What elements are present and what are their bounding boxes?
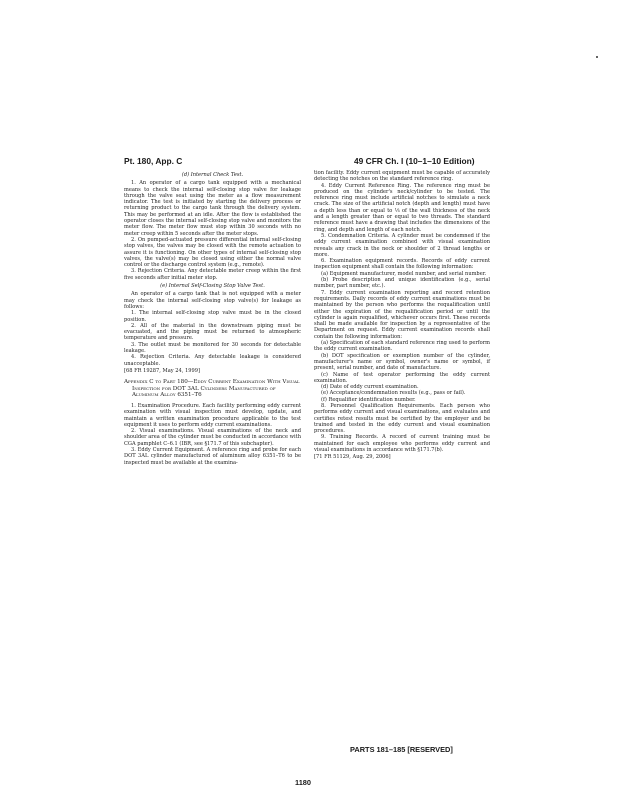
paragraph: tion facility. Eddy current equipment must be capable of accurately detecting the notches on the standard reference ring. bbox=[314, 170, 490, 183]
citation: [71 FR 51129, Aug. 29, 2006] bbox=[314, 454, 391, 461]
paragraph: 7. Eddy current examination reporting and record retention requirements. Daily records of eddy current examinations must be maintained by the person who performs the requalification until either the expiration of the requalification period or until the cylinder is again requalified, whichever occurs first. These records shall be made available for inspection by a representative of the Department on request. Eddy current examination records shall contain the following information: bbox=[314, 289, 490, 340]
paragraph: (a) Specification of each standard reference ring used to perform the eddy current examination. bbox=[314, 340, 491, 353]
page-number: 1180 bbox=[295, 778, 312, 787]
sub-heading-stop-valve: (e) Internal Self-Closing Stop Valve Test. bbox=[160, 283, 265, 290]
citation: [68 FR 19287, May 24, 1999] bbox=[124, 367, 200, 374]
paragraph: (a) Equipment manufacturer, model number, and serial number. bbox=[321, 270, 487, 277]
appendix-title: Appendix C to Part 180—Eddy Current Examination With Visual Inspection for DOT 3AL Cylinders Manufactured of Aluminum Alloy 6351–T6 bbox=[124, 379, 300, 399]
paragraph: 4. Rejection Criteria. Any detectable leakage is considered unacceptable. bbox=[124, 354, 301, 367]
paragraph: 5. Condemnation Criteria. A cylinder must be condemned if the eddy current examination combined with visual examination reveals any crack in the neck or shoulder of 2 thread lengths or more. bbox=[314, 232, 490, 258]
paragraph: 1. An operator of a cargo tank equipped with a mechanical means to check the internal self-closing stop valve for leakage through the valve seat using the meter as a flow measurement indicator. The test is initiated by starting the delivery process or returning product to the cargo tank through the delivery system. This may be performed at an idle. After the flow is established the operator closes the internal self-closing stop valve and monitors the meter flow. The meter flow must stop within 30 seconds with no meter creep within 5 seconds after the meter stops. bbox=[124, 180, 301, 237]
running-header-left: Pt. 180, App. C bbox=[124, 156, 183, 166]
paragraph: 3. Rejection Criteria. Any detectable meter creep within the first five seconds after initial meter stop. bbox=[124, 268, 301, 281]
paragraph: 6. Examination equipment records. Records of eddy current inspection equipment shall contain the following information: bbox=[314, 258, 490, 271]
sub-heading-internal-check: (d) Internal Check Test. bbox=[181, 172, 244, 178]
paragraph: 2. On pumped-actuated pressure differential internal self-closing stop valves, the valves may be closed with the remote actuation to assure it is functioning. On other types of internal self-closing stop valves, the valve(s) may be closed using either the normal valve control or the discharge control system (e.g., remote). bbox=[124, 236, 301, 269]
paragraph: 9. Training Records. A record of current training must be maintained for each employee who performs eddy current and visual examinations in accordance with §171.7(b). bbox=[314, 434, 490, 454]
paragraph: 3. The outlet must be monitored for 30 seconds for detectable leakage. bbox=[124, 341, 301, 355]
paragraph: (f) Requalifier identification number. bbox=[321, 396, 416, 403]
paragraph: 2. All of the material in the downstream piping must be evacuated, and the piping must be returned to atmospheric temperature and pressure. bbox=[124, 322, 301, 342]
paragraph: 3. Eddy Current Equipment. A reference ring and probe for each DOT 3AL cylinder manufactured of aluminum alloy 6351–T6 to be inspected must be available at the examina- bbox=[124, 447, 301, 466]
reserved-parts-heading: PARTS 181–185 [RESERVED] bbox=[350, 745, 453, 754]
paragraph: (b) DOT specification or exemption number of the cylinder, manufacturer's name or symbol, owner's name or symbol, if present, serial number, and date of manufacture. bbox=[314, 352, 490, 372]
paragraph: 2. Visual examinations. Visual examinations of the neck and shoulder area of the cylinder must be conducted in accordance with CGA pamphlet C–6.1 (IBR, see §171.7 of this subchapter). bbox=[124, 428, 301, 447]
scan-speck bbox=[596, 56, 598, 58]
running-header-right: 49 CFR Ch. I (10–1–10 Edition) bbox=[354, 156, 475, 166]
paragraph: (e) Acceptance/condemnation results (e.g., pass or fail). bbox=[321, 390, 466, 397]
paragraph: An operator of a cargo tank that is not equipped with a meter may check the internal self-closing stop valve(s) for leakage as follows: bbox=[124, 291, 301, 310]
paragraph: 1. The internal self-closing stop valve must be in the closed position. bbox=[124, 310, 301, 323]
paragraph: 4. Eddy Current Reference Ring. The reference ring must be produced on the cylinder's neck/cylinder to be tested. The reference ring must include artificial notches to simulate a neck crack. The size of the artificial notch (depth and length) must have a depth less than or equal to ⅓ of the wall thickness of the neck and a length greater than or equal to two threads. The standard reference must have a drawing that includes the dimensions of the ring, and depth and length of each notch. bbox=[314, 182, 490, 233]
paragraph: 8. Personnel Qualification Requirements. Each person who performs eddy current and visual examinations, and evaluates and certifies retest results must be certified by the employer and be trained and tested in the eddy current and visual examination procedures. bbox=[314, 402, 490, 435]
paragraph: 1. Examination Procedure. Each facility performing eddy current examination with visual inspection must develop, update, and maintain a written examination procedure applicable to the test equipment it uses to perform eddy current examinations. bbox=[124, 402, 301, 428]
right-column bbox=[314, 170, 490, 461]
left-column bbox=[124, 170, 301, 466]
paragraph: (d) Date of eddy current examination. bbox=[321, 384, 419, 391]
paragraph: (c) Name of test operator performing the eddy current examination. bbox=[314, 371, 490, 384]
paragraph: (b) Probe description and unique identification (e.g., serial number, part number, etc.). bbox=[314, 277, 490, 290]
